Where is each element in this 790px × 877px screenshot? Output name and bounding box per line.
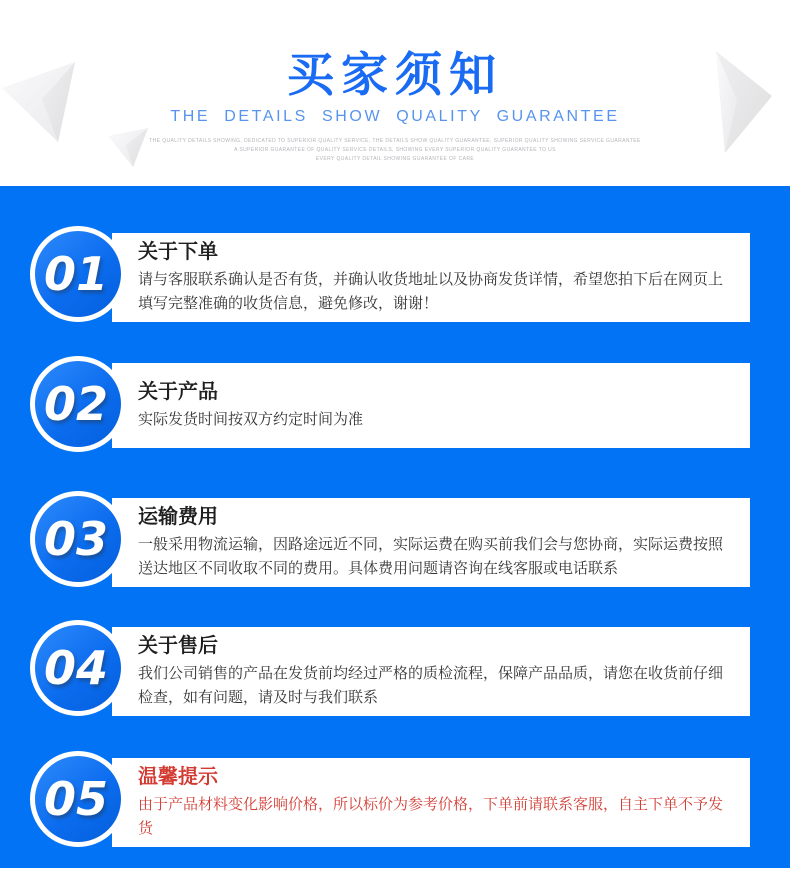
section-body: 我们公司销售的产品在发货前均经过严格的质检流程，保障产品品质，请您在收货前仔细检查，如有问题，请及时与我们联系 xyxy=(138,665,724,706)
page-subtitle: THE DETAILS SHOW QUALITY GUARANTEE xyxy=(170,108,620,125)
fine-print xyxy=(0,137,790,164)
section-body: 实际发货时间按双方约定时间为准 xyxy=(138,411,364,428)
fine-print-line: THE QUALITY DETAILS SHOWING, DEDICATED TO SUPERIOR QUALITY SERVICE, THE DETAILS SHOW QUALITY GUARANTEE, SUPERIOR QUALITY SHOWING SERVICE GUARANTEE xyxy=(149,138,641,144)
section-number-badge xyxy=(30,226,126,322)
section-title: 关于下单 xyxy=(138,241,218,263)
section-body: 一般采用物流运输，因路途远近不同，实际运费在购买前我们会与您协商，实际运费按照送达地区不同收取不同的费用。具体费用问题请咨询在线客服或电话联系 xyxy=(138,536,724,577)
section-card-warm-tips xyxy=(43,758,750,847)
section-number-badge xyxy=(30,620,126,716)
notice-list xyxy=(0,186,790,868)
section-number: 03 xyxy=(43,512,108,566)
section-title: 关于售后 xyxy=(138,635,218,657)
page-title: 买家须知 xyxy=(287,48,503,101)
section-number: 01 xyxy=(43,247,108,301)
section-number: 04 xyxy=(43,641,108,695)
section-number-badge xyxy=(30,356,126,452)
section-body: 由于产品材料变化影响价格，所以标价为参考价格，下单前请联系客服，自主下单不予发货 xyxy=(138,796,724,837)
section-body: 请与客服联系确认是否有货，并确认收货地址以及协商发货详情，希望您拍下后在网页上填写完整准确的收货信息，避免修改，谢谢！ xyxy=(138,271,724,312)
section-number: 05 xyxy=(43,772,108,826)
section-number: 02 xyxy=(43,377,108,431)
header xyxy=(0,0,790,186)
fine-print-line: EVERY QUALITY DETAIL SHOWING GUARANTEE OF CARE xyxy=(315,156,475,162)
section-number-badge xyxy=(30,751,126,847)
section-card-product xyxy=(43,363,750,448)
section-number-badge xyxy=(30,491,126,587)
section-card-shipping-fee xyxy=(43,498,750,587)
section-title: 运输费用 xyxy=(138,506,218,528)
section-card-after-sales xyxy=(43,627,750,716)
fine-print-line: A SUPERIOR GUARANTEE OF QUALITY SERVICE DETAILS, SHOWING EVERY SUPERIOR QUALITY GUARANTEE TO US xyxy=(234,147,556,153)
section-title: 关于产品 xyxy=(138,381,218,403)
section-card-order xyxy=(43,233,750,322)
section-title: 温馨提示 xyxy=(138,766,218,788)
